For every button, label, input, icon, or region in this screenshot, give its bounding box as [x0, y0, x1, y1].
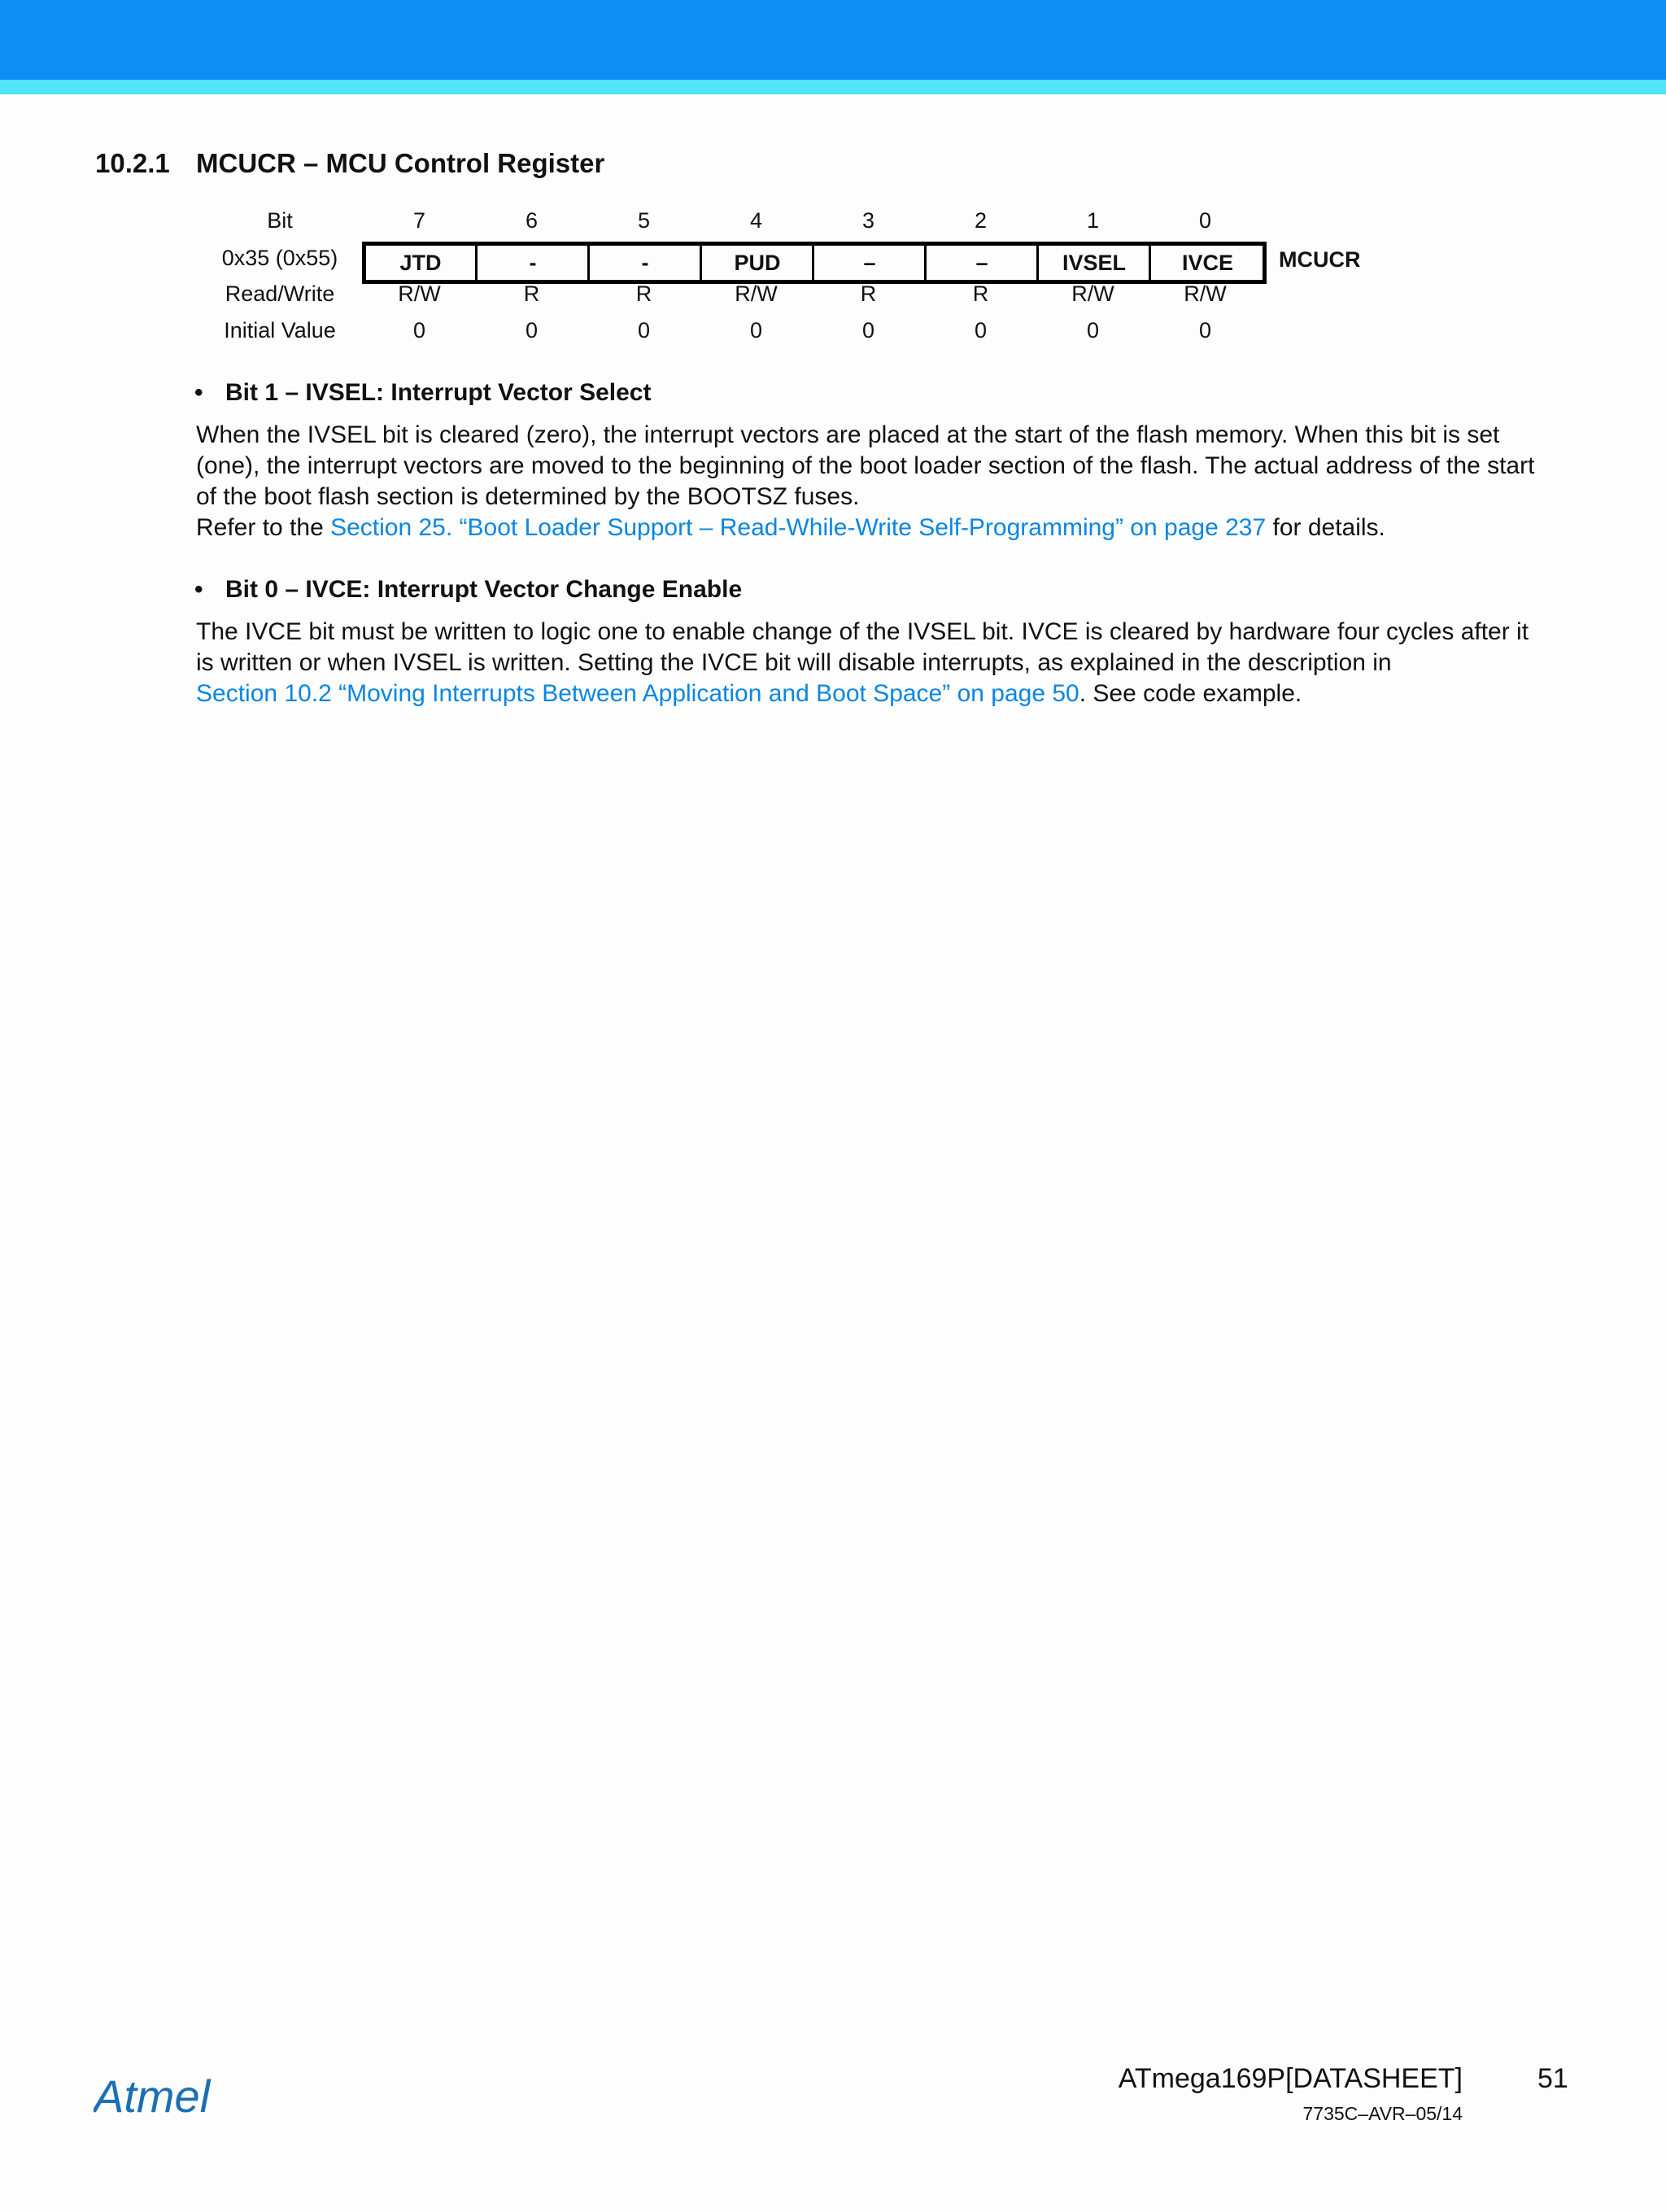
- bit0-text-line: The IVCE bit must be written to logic one to enable change of the IVSEL bit. IVCE is cleared by hardware four cycles after it: [196, 618, 1529, 645]
- bit1-text-line: When the IVSEL bit is cleared (zero), the interrupt vectors are placed at the start of the flash memory. When this bit is set: [196, 421, 1500, 448]
- access-value: R: [523, 281, 540, 306]
- bit0-text-line: is written or when IVSEL is written. Setting the IVCE bit will disable interrupts, as explained in the description in: [196, 649, 1392, 676]
- bit-number: 3: [861, 208, 875, 233]
- refer-suffix: for details.: [1266, 514, 1385, 541]
- bit0-heading: [194, 576, 742, 604]
- atmel-logo: [94, 2073, 248, 2126]
- access-value: R/W: [398, 281, 441, 306]
- field-bit6: -: [478, 246, 590, 280]
- register-name: MCUCR: [1279, 247, 1361, 272]
- boot-loader-section-link[interactable]: Section 25. “Boot Loader Support – Read-While-Write Self-Programming” on page 237: [330, 514, 1267, 541]
- bit1-text-line: (one), the interrupt vectors are moved to the beginning of the boot loader section of the flash. The actual address of the start: [196, 452, 1535, 479]
- bit0-heading-text: Bit 0 – IVCE: Interrupt Vector Change Enable: [225, 576, 743, 603]
- bit1-refer-line: [196, 513, 1579, 543]
- section-heading: [95, 148, 604, 179]
- initial-value: 0: [974, 318, 988, 342]
- field-bit2: –: [927, 246, 1039, 280]
- initial-value: 0: [749, 318, 763, 342]
- bit1-text-line: of the boot flash section is determined by the BOOTSZ fuses.: [196, 483, 860, 510]
- bullet-icon: •: [194, 379, 203, 406]
- read-write-label: Read/Write: [225, 281, 335, 306]
- section-title: MCUCR – MCU Control Register: [196, 148, 605, 178]
- bit-number: 4: [749, 208, 763, 233]
- initial-value: 0: [525, 318, 539, 342]
- bit1-heading: [194, 379, 651, 407]
- bit0-description: [196, 617, 1579, 709]
- moving-interrupts-section-link[interactable]: Section 10.2 “Moving Interrupts Between Application and Boot Space” on page 50: [196, 680, 1079, 707]
- header-stripe: [0, 80, 1666, 94]
- refer-prefix: Refer to the: [196, 514, 331, 541]
- field-bit5: -: [591, 246, 702, 280]
- initial-value: 0: [412, 318, 426, 342]
- initial-value: 0: [1198, 318, 1212, 342]
- bit1-description: [196, 420, 1579, 543]
- access-value: R: [635, 281, 652, 306]
- field-pud: PUD: [703, 246, 814, 280]
- bit-row-label: Bit: [267, 208, 293, 233]
- field-ivce: IVCE: [1181, 251, 1234, 275]
- initial-value: 0: [861, 318, 875, 342]
- field-bit3: –: [815, 246, 927, 280]
- initial-value: 0: [1086, 318, 1100, 342]
- header-bar: [0, 0, 1666, 80]
- bit-number: 1: [1086, 208, 1100, 233]
- access-value: R: [972, 281, 989, 306]
- field-ivsel: IVSEL: [1040, 246, 1151, 280]
- initial-value-label: Initial Value: [224, 318, 336, 342]
- access-value: R/W: [1071, 281, 1114, 306]
- logo-wordmark: Atmel: [94, 2073, 211, 2122]
- access-value: R/W: [735, 281, 778, 306]
- access-value: R: [860, 281, 877, 306]
- register-fields-box: [362, 242, 1267, 284]
- bit-number: 5: [637, 208, 651, 233]
- bullet-icon: •: [194, 576, 203, 603]
- bit1-heading-text: Bit 1 – IVSEL: Interrupt Vector Select: [225, 379, 652, 406]
- footer-page-number: 51: [1537, 2063, 1568, 2094]
- access-value: R/W: [1184, 281, 1227, 306]
- section-number: 10.2.1: [95, 148, 170, 178]
- bit0-suffix: . See code example.: [1079, 680, 1302, 707]
- bit-number: 7: [412, 208, 426, 233]
- initial-value: 0: [637, 318, 651, 342]
- bit-number: 2: [974, 208, 988, 233]
- footer-doc-code: 7735C–AVR–05/14: [1302, 2103, 1463, 2124]
- field-jtd: JTD: [366, 246, 478, 280]
- bit-number: 6: [525, 208, 539, 233]
- address-label: 0x35 (0x55): [221, 246, 338, 270]
- bit0-link-line: [196, 678, 1579, 709]
- footer-doc-title: ATmega169P[DATASHEET]: [1118, 2063, 1463, 2094]
- bit-number: 0: [1198, 208, 1212, 233]
